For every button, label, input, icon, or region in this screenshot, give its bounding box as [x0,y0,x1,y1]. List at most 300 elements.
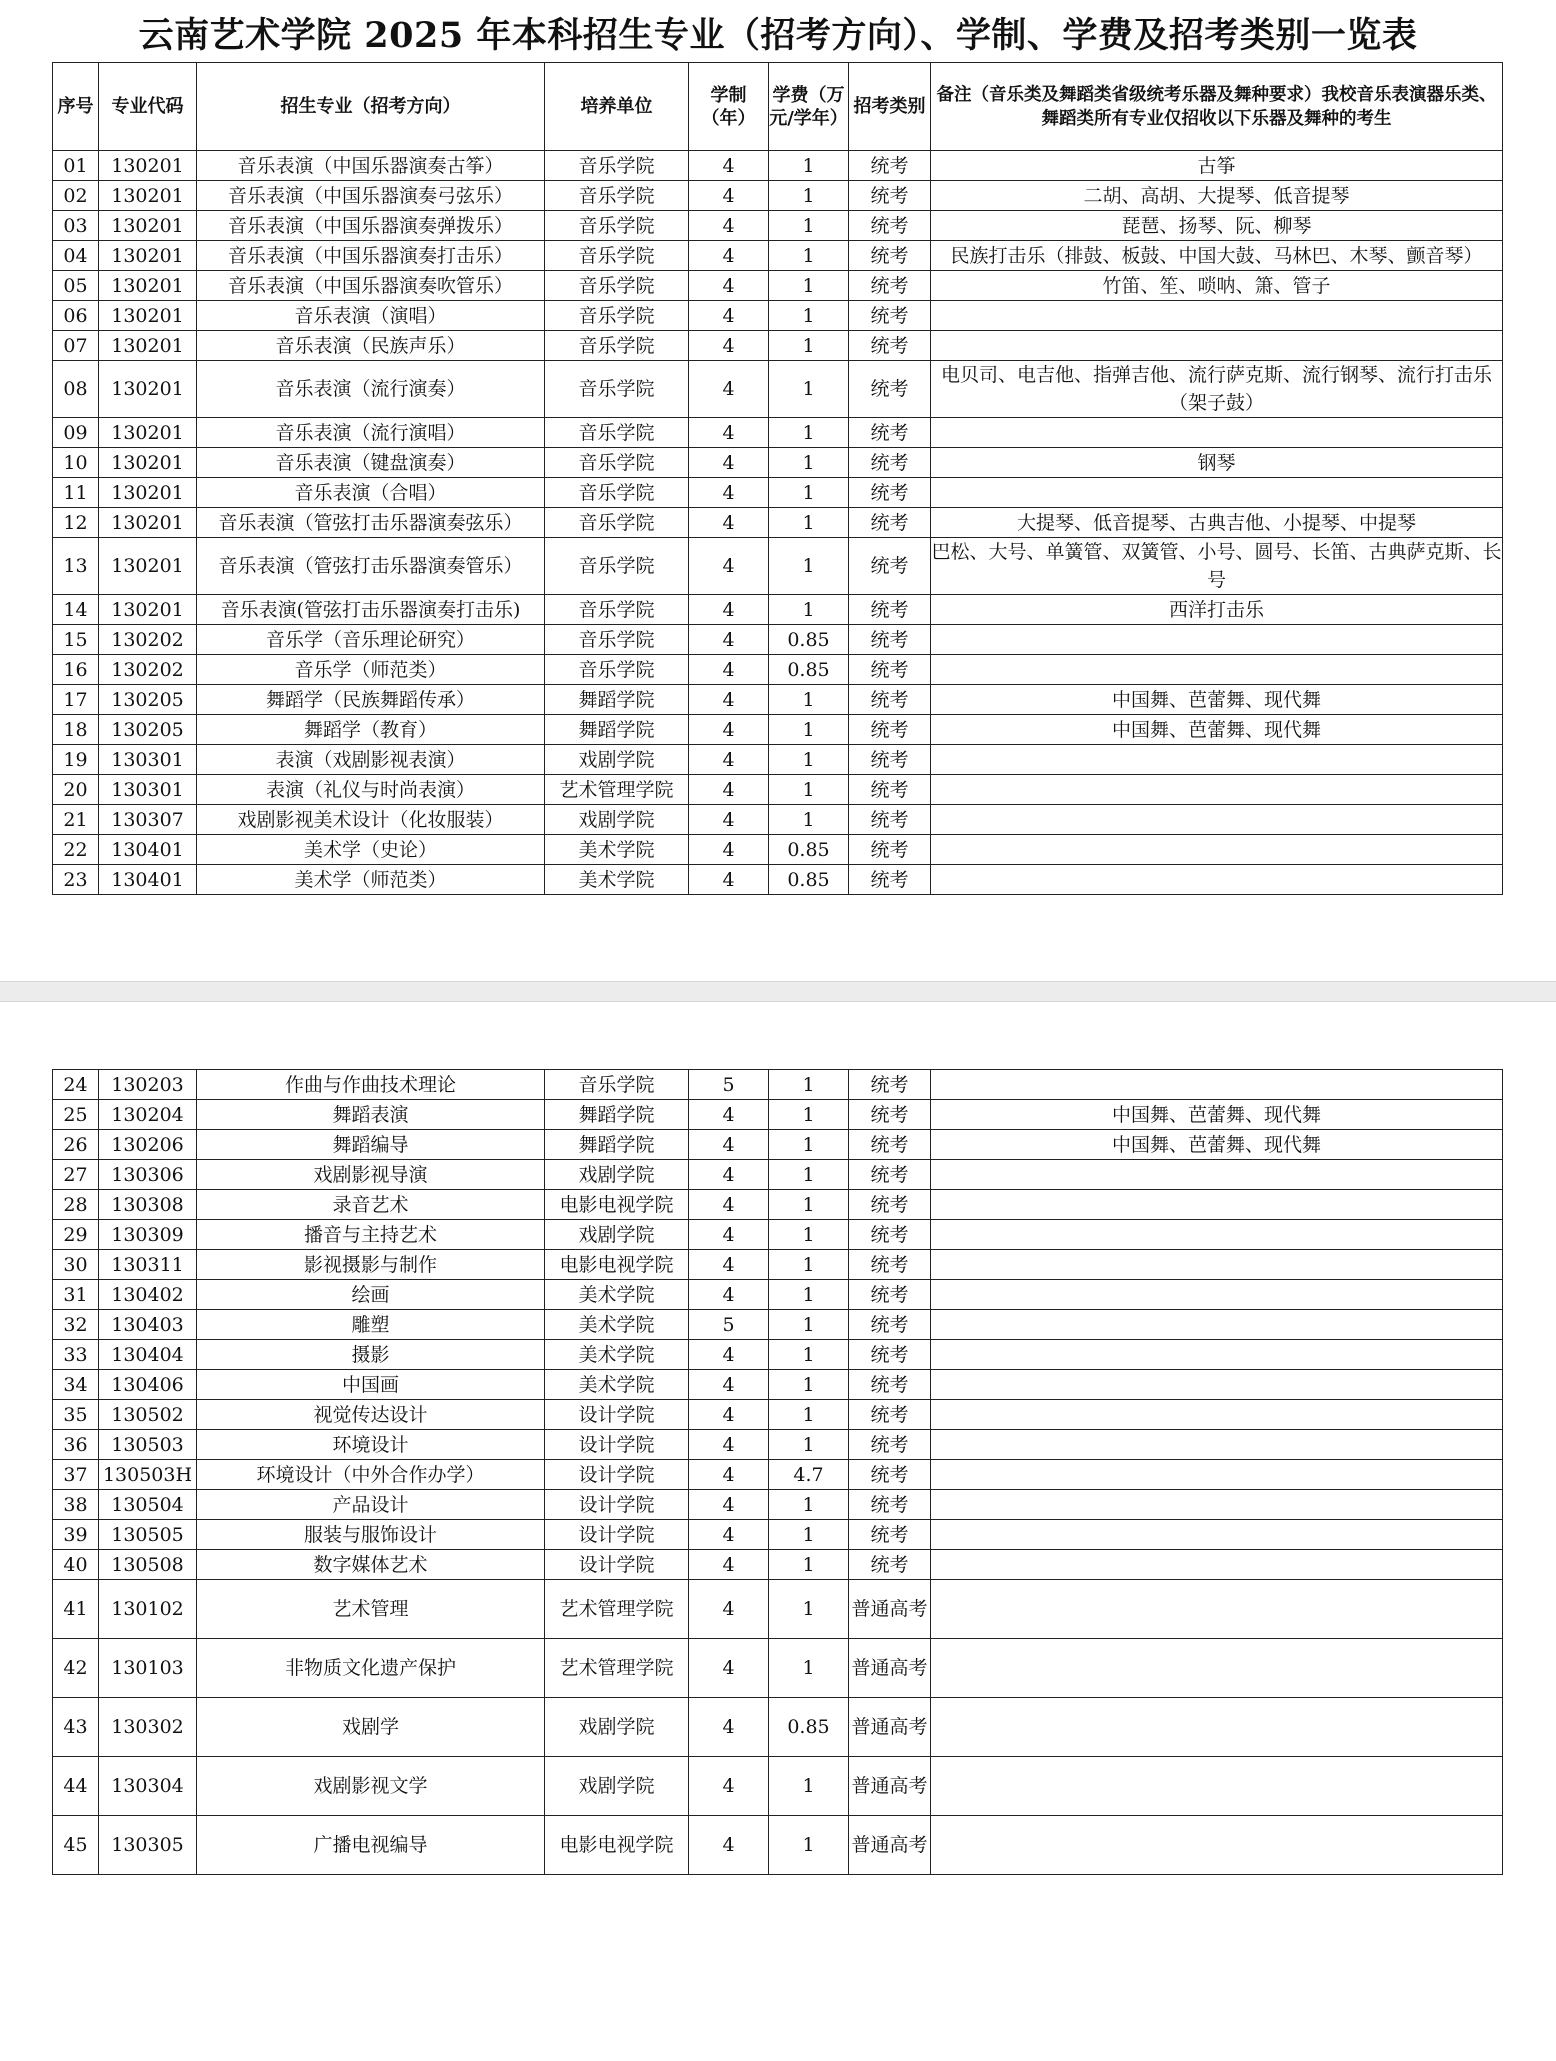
page-separator [0,981,1556,1001]
cell-remark [931,331,1503,361]
cell-seq: 29 [53,1220,99,1250]
cell-duration: 4 [689,1370,769,1400]
cell-code: 130307 [99,805,197,835]
cell-unit: 音乐学院 [545,538,689,595]
cell-unit: 电影电视学院 [545,1250,689,1280]
cell-fee: 1 [769,1130,849,1160]
cell-category: 统考 [849,805,931,835]
cell-major: 音乐学（师范类） [197,655,545,685]
cell-unit: 音乐学院 [545,1070,689,1100]
cell-category: 统考 [849,538,931,595]
cell-major: 音乐表演（中国乐器演奏弹拨乐） [197,211,545,241]
cell-unit: 戏剧学院 [545,1757,689,1816]
cell-seq: 26 [53,1130,99,1160]
cell-major: 音乐学（音乐理论研究） [197,625,545,655]
cell-code: 130202 [99,655,197,685]
cell-major: 音乐表演（民族声乐） [197,331,545,361]
cell-code: 130508 [99,1550,197,1580]
cell-fee: 1 [769,151,849,181]
cell-category: 统考 [849,1400,931,1430]
cell-remark: 大提琴、低音提琴、古典吉他、小提琴、中提琴 [931,508,1503,538]
cell-duration: 4 [689,1460,769,1490]
cell-remark [931,1250,1503,1280]
cell-remark: 民族打击乐（排鼓、板鼓、中国大鼓、马林巴、木琴、颤音琴） [931,241,1503,271]
cell-unit: 设计学院 [545,1400,689,1430]
table-row [53,1280,1503,1310]
admission-table-part2 [52,1069,1503,1875]
cell-unit: 舞蹈学院 [545,715,689,745]
table-body-part1 [53,151,1503,895]
cell-code: 130206 [99,1130,197,1160]
cell-fee: 0.85 [769,655,849,685]
cell-fee: 1 [769,508,849,538]
cell-duration: 4 [689,1190,769,1220]
cell-remark: 西洋打击乐 [931,595,1503,625]
cell-unit: 戏剧学院 [545,1160,689,1190]
cell-category: 普通高考 [849,1816,931,1875]
cell-code: 130201 [99,301,197,331]
cell-major: 雕塑 [197,1310,545,1340]
table-row [53,655,1503,685]
cell-major: 音乐表演（流行演唱） [197,418,545,448]
cell-seq: 17 [53,685,99,715]
cell-major: 音乐表演（合唱） [197,478,545,508]
cell-seq: 09 [53,418,99,448]
cell-fee: 1 [769,715,849,745]
cell-major: 数字媒体艺术 [197,1550,545,1580]
cell-seq: 24 [53,1070,99,1100]
cell-seq: 31 [53,1280,99,1310]
cell-duration: 4 [689,538,769,595]
cell-unit: 美术学院 [545,1340,689,1370]
cell-fee: 1 [769,685,849,715]
cell-major: 戏剧影视文学 [197,1757,545,1816]
cell-unit: 戏剧学院 [545,745,689,775]
table-row [53,1400,1503,1430]
cell-duration: 4 [689,301,769,331]
cell-duration: 4 [689,805,769,835]
cell-remark [931,1400,1503,1430]
cell-remark [931,835,1503,865]
cell-category: 统考 [849,685,931,715]
cell-remark: 中国舞、芭蕾舞、现代舞 [931,1100,1503,1130]
cell-category: 统考 [849,508,931,538]
cell-fee: 1 [769,331,849,361]
cell-seq: 02 [53,181,99,211]
cell-seq: 42 [53,1639,99,1698]
cell-code: 130401 [99,835,197,865]
cell-major: 音乐表演（中国乐器演奏古筝） [197,151,545,181]
cell-unit: 设计学院 [545,1490,689,1520]
cell-fee: 1 [769,1639,849,1698]
cell-category: 普通高考 [849,1698,931,1757]
cell-category: 统考 [849,745,931,775]
cell-fee: 1 [769,1070,849,1100]
cell-major: 音乐表演（键盘演奏） [197,448,545,478]
cell-remark [931,1520,1503,1550]
cell-duration: 4 [689,775,769,805]
cell-major: 音乐表演（中国乐器演奏吹管乐） [197,271,545,301]
cell-seq: 01 [53,151,99,181]
cell-duration: 5 [689,1070,769,1100]
table-row [53,1757,1503,1816]
cell-category: 统考 [849,478,931,508]
cell-category: 统考 [849,1280,931,1310]
header-fee: 学费（万元/学年） [769,63,849,151]
cell-major: 舞蹈学（教育） [197,715,545,745]
cell-remark [931,745,1503,775]
cell-remark: 竹笛、笙、唢呐、箫、管子 [931,271,1503,301]
cell-seq: 25 [53,1100,99,1130]
cell-fee: 1 [769,1430,849,1460]
cell-code: 130201 [99,181,197,211]
cell-remark [931,1460,1503,1490]
table-row [53,835,1503,865]
cell-duration: 4 [689,151,769,181]
cell-duration: 4 [689,1580,769,1639]
cell-remark: 钢琴 [931,448,1503,478]
cell-seq: 36 [53,1430,99,1460]
cell-unit: 艺术管理学院 [545,1580,689,1639]
cell-fee: 1 [769,595,849,625]
table-row [53,478,1503,508]
cell-fee: 4.7 [769,1460,849,1490]
cell-duration: 4 [689,211,769,241]
cell-remark [931,655,1503,685]
cell-remark [931,1310,1503,1340]
cell-fee: 1 [769,745,849,775]
cell-duration: 4 [689,715,769,745]
cell-seq: 04 [53,241,99,271]
table-row [53,775,1503,805]
cell-seq: 22 [53,835,99,865]
cell-category: 统考 [849,1310,931,1340]
cell-category: 统考 [849,835,931,865]
cell-duration: 4 [689,595,769,625]
cell-category: 统考 [849,1130,931,1160]
cell-category: 统考 [849,418,931,448]
table-row [53,151,1503,181]
cell-remark [931,478,1503,508]
cell-seq: 27 [53,1160,99,1190]
cell-category: 统考 [849,1460,931,1490]
cell-duration: 4 [689,271,769,301]
cell-code: 130304 [99,1757,197,1816]
table-row [53,595,1503,625]
cell-duration: 4 [689,1698,769,1757]
header-major: 招生专业（招考方向） [197,63,545,151]
cell-category: 统考 [849,361,931,418]
cell-code: 130503 [99,1430,197,1460]
table-row [53,448,1503,478]
cell-fee: 1 [769,1310,849,1340]
cell-unit: 音乐学院 [545,655,689,685]
cell-unit: 音乐学院 [545,625,689,655]
cell-fee: 1 [769,241,849,271]
cell-code: 130201 [99,538,197,595]
cell-code: 130201 [99,595,197,625]
cell-code: 130102 [99,1580,197,1639]
cell-unit: 美术学院 [545,1310,689,1340]
cell-fee: 1 [769,1757,849,1816]
table-row [53,361,1503,418]
cell-code: 130309 [99,1220,197,1250]
cell-seq: 19 [53,745,99,775]
cell-category: 统考 [849,211,931,241]
cell-code: 130203 [99,1070,197,1100]
cell-major: 音乐表演(管弦打击乐器演奏打击乐) [197,595,545,625]
cell-fee: 0.85 [769,865,849,895]
cell-remark: 电贝司、电吉他、指弹吉他、流行萨克斯、流行钢琴、流行打击乐（架子鼓） [931,361,1503,418]
cell-duration: 4 [689,1280,769,1310]
cell-remark [931,1220,1503,1250]
cell-unit: 舞蹈学院 [545,685,689,715]
cell-category: 普通高考 [849,1757,931,1816]
cell-code: 130406 [99,1370,197,1400]
table-row [53,685,1503,715]
cell-unit: 戏剧学院 [545,1698,689,1757]
cell-seq: 11 [53,478,99,508]
cell-category: 统考 [849,448,931,478]
cell-category: 统考 [849,331,931,361]
cell-duration: 4 [689,1100,769,1130]
cell-seq: 28 [53,1190,99,1220]
cell-duration: 4 [689,1757,769,1816]
cell-remark: 中国舞、芭蕾舞、现代舞 [931,715,1503,745]
cell-remark [931,1280,1503,1310]
cell-duration: 4 [689,448,769,478]
table-row [53,1460,1503,1490]
cell-seq: 44 [53,1757,99,1816]
cell-seq: 13 [53,538,99,595]
cell-code: 130201 [99,271,197,301]
cell-category: 统考 [849,181,931,211]
cell-fee: 1 [769,538,849,595]
cell-category: 统考 [849,1370,931,1400]
cell-major: 播音与主持艺术 [197,1220,545,1250]
cell-duration: 4 [689,478,769,508]
table-row [53,538,1503,595]
cell-duration: 4 [689,1490,769,1520]
cell-seq: 35 [53,1400,99,1430]
cell-category: 统考 [849,1550,931,1580]
cell-unit: 音乐学院 [545,595,689,625]
cell-remark [931,1070,1503,1100]
header-category: 招考类别 [849,63,931,151]
cell-unit: 音乐学院 [545,151,689,181]
table-row [53,1816,1503,1875]
cell-unit: 音乐学院 [545,418,689,448]
cell-major: 舞蹈表演 [197,1100,545,1130]
cell-major: 表演（戏剧影视表演） [197,745,545,775]
cell-code: 130302 [99,1698,197,1757]
cell-major: 戏剧影视美术设计（化妆服装） [197,805,545,835]
cell-code: 130201 [99,211,197,241]
cell-remark [931,625,1503,655]
cell-major: 音乐表演（中国乐器演奏弓弦乐） [197,181,545,211]
cell-duration: 4 [689,508,769,538]
cell-seq: 21 [53,805,99,835]
table-row [53,331,1503,361]
table-row [53,1580,1503,1639]
cell-remark [931,865,1503,895]
cell-duration: 4 [689,745,769,775]
table-row [53,1310,1503,1340]
cell-remark [931,1757,1503,1816]
cell-seq: 15 [53,625,99,655]
cell-code: 130201 [99,241,197,271]
cell-code: 130404 [99,1340,197,1370]
table-row [53,805,1503,835]
table-row [53,1698,1503,1757]
cell-fee: 1 [769,361,849,418]
cell-seq: 32 [53,1310,99,1340]
cell-fee: 1 [769,1340,849,1370]
cell-remark: 中国舞、芭蕾舞、现代舞 [931,685,1503,715]
cell-unit: 音乐学院 [545,508,689,538]
cell-code: 130205 [99,685,197,715]
cell-major: 美术学（史论） [197,835,545,865]
cell-category: 统考 [849,1220,931,1250]
table-row [53,745,1503,775]
cell-code: 130305 [99,1816,197,1875]
cell-unit: 艺术管理学院 [545,1639,689,1698]
cell-code: 130201 [99,151,197,181]
cell-code: 130201 [99,331,197,361]
cell-duration: 4 [689,1220,769,1250]
cell-duration: 4 [689,181,769,211]
cell-seq: 33 [53,1340,99,1370]
cell-remark: 巴松、大号、单簧管、双簧管、小号、圆号、长笛、古典萨克斯、长号 [931,538,1503,595]
cell-category: 统考 [849,595,931,625]
cell-duration: 4 [689,361,769,418]
cell-unit: 音乐学院 [545,241,689,271]
cell-seq: 12 [53,508,99,538]
cell-duration: 4 [689,1520,769,1550]
cell-category: 统考 [849,625,931,655]
cell-duration: 4 [689,1550,769,1580]
table-row [53,301,1503,331]
cell-seq: 07 [53,331,99,361]
cell-unit: 设计学院 [545,1430,689,1460]
table-row [53,241,1503,271]
cell-major: 环境设计（中外合作办学） [197,1460,545,1490]
cell-major: 广播电视编导 [197,1816,545,1875]
table-row [53,1160,1503,1190]
cell-duration: 4 [689,655,769,685]
cell-major: 音乐表演（中国乐器演奏打击乐） [197,241,545,271]
cell-remark [931,1698,1503,1757]
cell-unit: 舞蹈学院 [545,1130,689,1160]
cell-unit: 美术学院 [545,1280,689,1310]
table-row [53,1130,1503,1160]
cell-unit: 音乐学院 [545,211,689,241]
cell-unit: 设计学院 [545,1520,689,1550]
cell-fee: 1 [769,1100,849,1130]
cell-fee: 1 [769,478,849,508]
cell-major: 艺术管理 [197,1580,545,1639]
cell-remark [931,805,1503,835]
cell-major: 作曲与作曲技术理论 [197,1070,545,1100]
table-row [53,1070,1503,1100]
cell-remark [931,301,1503,331]
cell-seq: 45 [53,1816,99,1875]
cell-unit: 音乐学院 [545,448,689,478]
cell-major: 视觉传达设计 [197,1400,545,1430]
cell-code: 130202 [99,625,197,655]
cell-fee: 1 [769,418,849,448]
table-row [53,271,1503,301]
table-row [53,418,1503,448]
cell-category: 统考 [849,1070,931,1100]
cell-code: 130301 [99,745,197,775]
table-row [53,1220,1503,1250]
cell-category: 统考 [849,1100,931,1130]
cell-remark: 古筝 [931,151,1503,181]
cell-category: 统考 [849,1340,931,1370]
cell-major: 摄影 [197,1340,545,1370]
cell-seq: 43 [53,1698,99,1757]
cell-category: 统考 [849,775,931,805]
cell-remark [931,1490,1503,1520]
cell-major: 音乐表演（流行演奏） [197,361,545,418]
cell-major: 中国画 [197,1370,545,1400]
cell-major: 舞蹈学（民族舞蹈传承） [197,685,545,715]
table-row [53,1639,1503,1698]
cell-fee: 1 [769,1250,849,1280]
cell-remark [931,1340,1503,1370]
cell-fee: 1 [769,181,849,211]
cell-seq: 30 [53,1250,99,1280]
cell-code: 130306 [99,1160,197,1190]
table-row [53,1520,1503,1550]
cell-category: 普通高考 [849,1580,931,1639]
cell-duration: 4 [689,331,769,361]
cell-fee: 1 [769,805,849,835]
cell-remark [931,1550,1503,1580]
cell-code: 130204 [99,1100,197,1130]
cell-seq: 05 [53,271,99,301]
cell-duration: 4 [689,685,769,715]
table-row [53,1550,1503,1580]
cell-unit: 美术学院 [545,835,689,865]
cell-fee: 1 [769,1816,849,1875]
cell-duration: 4 [689,418,769,448]
cell-fee: 0.85 [769,835,849,865]
cell-code: 130401 [99,865,197,895]
cell-major: 绘画 [197,1280,545,1310]
cell-category: 统考 [849,301,931,331]
cell-unit: 电影电视学院 [545,1190,689,1220]
cell-duration: 4 [689,835,769,865]
cell-unit: 美术学院 [545,865,689,895]
cell-duration: 4 [689,1340,769,1370]
cell-fee: 0.85 [769,1698,849,1757]
cell-unit: 舞蹈学院 [545,1100,689,1130]
cell-fee: 1 [769,775,849,805]
cell-seq: 08 [53,361,99,418]
cell-seq: 37 [53,1460,99,1490]
header-remark: 备注（音乐类及舞蹈类省级统考乐器及舞种要求）我校音乐表演器乐类、舞蹈类所有专业仅招收以下乐器及舞种的考生 [931,63,1503,151]
cell-remark: 中国舞、芭蕾舞、现代舞 [931,1130,1503,1160]
table-row [53,1190,1503,1220]
cell-major: 音乐表演（管弦打击乐器演奏弦乐） [197,508,545,538]
table-body-part2 [53,1070,1503,1875]
cell-code: 130504 [99,1490,197,1520]
cell-fee: 1 [769,1550,849,1580]
table-row [53,865,1503,895]
table-row [53,508,1503,538]
